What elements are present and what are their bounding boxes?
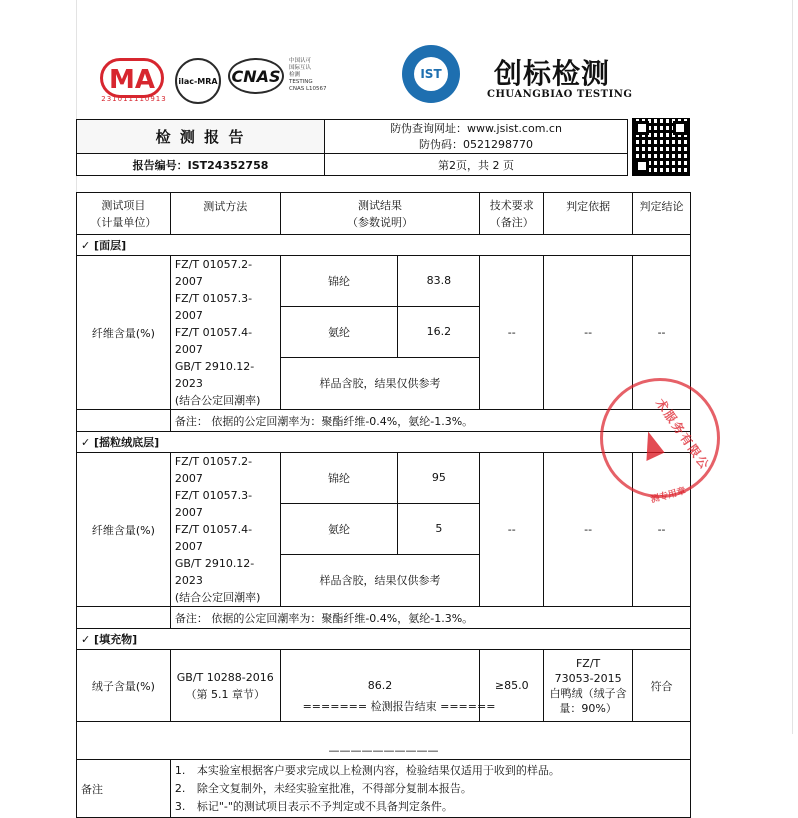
note-item [171,780,690,798]
section-title-text: [面层] [94,239,127,252]
basis-line: 量：90%） [559,701,617,715]
ist-logo-text: IST [414,57,448,91]
cnas-caption-line: 检测 [289,72,301,78]
col-header-method: 测试方法 [170,193,280,235]
ist-logo [402,45,460,103]
fiber-name: 锦纶 [280,453,398,504]
test-item: 绒子含量(%) [77,650,171,722]
cnas-logo: CNAS [228,58,284,94]
ilac-mra-logo: ilac-MRA [175,58,221,104]
basis: -- [544,453,633,607]
section-remark: 备注： 依据的公定回潮率为：聚酯纤维-0.4%，氨纶-1.3%。 [170,410,690,432]
header-text: （参数说明） [346,215,413,229]
method-line: FZ/T 01057.3-2007 [174,292,253,322]
test-item: 纤维含量(%) [77,256,171,410]
cnas-caption-line: CNAS L10567 [289,86,327,92]
conclusion: 符合 [633,650,691,722]
fiber-name: 锦纶 [280,256,398,307]
report-title: 检 测 报 告 [77,120,325,154]
method-line: FZ/T 01057.4-2007 [174,326,253,356]
col-header-item [77,193,171,235]
method-line: （第 5.1 章节） [185,687,265,701]
cma-logo: MA [100,58,164,98]
test-methods [170,256,280,410]
header-text: 技术要求 [489,198,534,212]
method-line: (结合公定回潮率) [174,394,261,407]
cma-number: 231011110913 [101,95,167,103]
brand-name-en: CHUANGBIAO TESTING [487,89,633,100]
verify-code: 防伪码：0521298770 [419,137,533,151]
fiber-name: 氨纶 [280,503,398,554]
fiber-value: 83.8 [398,256,480,307]
cnas-caption-line: 国际互认 [289,65,312,71]
remark-empty [77,607,171,629]
glue-note: 样品含胶，结果仅供参考 [280,554,480,607]
test-methods [170,453,280,607]
table-divider: —————————— [77,722,691,760]
basis-line: FZ/T [575,656,601,670]
result-value: 86.2 [280,650,480,722]
verify-info [325,120,628,154]
report-number: 报告编号：IST24352758 [77,154,325,176]
cnas-caption [289,58,339,93]
note-item [171,762,690,780]
note-text: 本实验室根据客户要求完成以上检测内容，检验结果仅适用于收到的样品。 [196,763,560,777]
header-text: 测试结果 [357,198,402,212]
section-title-text: [填充物] [94,633,138,646]
note-item [171,798,690,816]
qr-corner [673,121,687,135]
header-text: （备注） [489,215,534,229]
brand-name: 创标检测 [494,57,611,90]
header-text: （计量单位） [90,215,157,229]
note-num: 3. [174,799,186,813]
fiber-value: 5 [398,503,480,554]
company-seal [600,378,720,498]
results-table [76,192,691,818]
notes-label: 备注 [77,760,171,818]
cnas-caption-line: TESTING [289,79,313,85]
section-title-text: [摇粒绒底层] [94,436,160,449]
note-num: 1. [174,763,186,777]
qr-code [632,118,690,176]
seal-text: 术服务有限公 [652,396,713,473]
report-end: ======= 检测报告结束 ====== [302,700,496,713]
report-header-table [76,119,628,176]
method-line: FZ/T 01057.2-2007 [174,258,253,288]
page-border-right [792,0,793,734]
section-title: ✓ [面层] [77,235,691,256]
section-remark: 备注： 依据的公定回潮率为：聚酯纤维-0.4%，氨纶-1.3%。 [170,607,690,629]
fiber-value: 95 [398,453,480,504]
requirement: -- [480,453,544,607]
method-line: GB/T 2910.12-2023 [174,557,255,587]
requirement: ≥85.0 [480,650,544,722]
col-header-basis: 判定依据 [544,193,633,235]
basis: -- [544,256,633,410]
note-num: 2. [174,781,186,795]
method-line: GB/T 10288-2016 [176,670,274,684]
page-info: 第2页，共 2 页 [325,154,628,176]
qr-corner [635,121,649,135]
basis-line: 白鸭绒（绒子含 [549,686,627,700]
method-line: FZ/T 01057.4-2007 [174,523,253,553]
note-text: 除全文复制外，未经实验室批准，不得部分复制本报告。 [196,781,472,795]
glue-note: 样品含胶，结果仅供参考 [280,357,480,410]
fiber-name: 氨纶 [280,306,398,357]
basis-line: 73053-2015 [554,671,622,685]
col-header-requirement [480,193,544,235]
col-header-result [280,193,480,235]
seal-text: 测专用章 [649,486,688,506]
section-title: ✓ [摇粒绒底层] [77,432,691,453]
remark-empty [77,410,171,432]
cnas-caption-line: 中国认可 [289,58,312,64]
notes-list [170,760,690,818]
method-line: GB/T 2910.12-2023 [174,360,255,390]
test-item: 纤维含量(%) [77,453,171,607]
col-header-conclusion: 判定结论 [633,193,691,235]
fiber-value: 16.2 [398,306,480,357]
qr-corner [635,159,649,173]
section-title: ✓ [填充物] [77,629,691,650]
method-line: FZ/T 01057.2-2007 [174,455,253,485]
requirement: -- [480,256,544,410]
note-text: 标记"-"的测试项目表示不予判定或不具备判定条件。 [196,799,453,813]
method-line: FZ/T 01057.3-2007 [174,489,253,519]
conclusion: -- [633,453,691,607]
verify-site: 防伪查询网址：www.jsist.com.cn [390,121,562,135]
header-text: 测试项目 [101,198,146,212]
method-line: (结合公定回潮率) [174,591,261,604]
conclusion: -- [633,256,691,410]
